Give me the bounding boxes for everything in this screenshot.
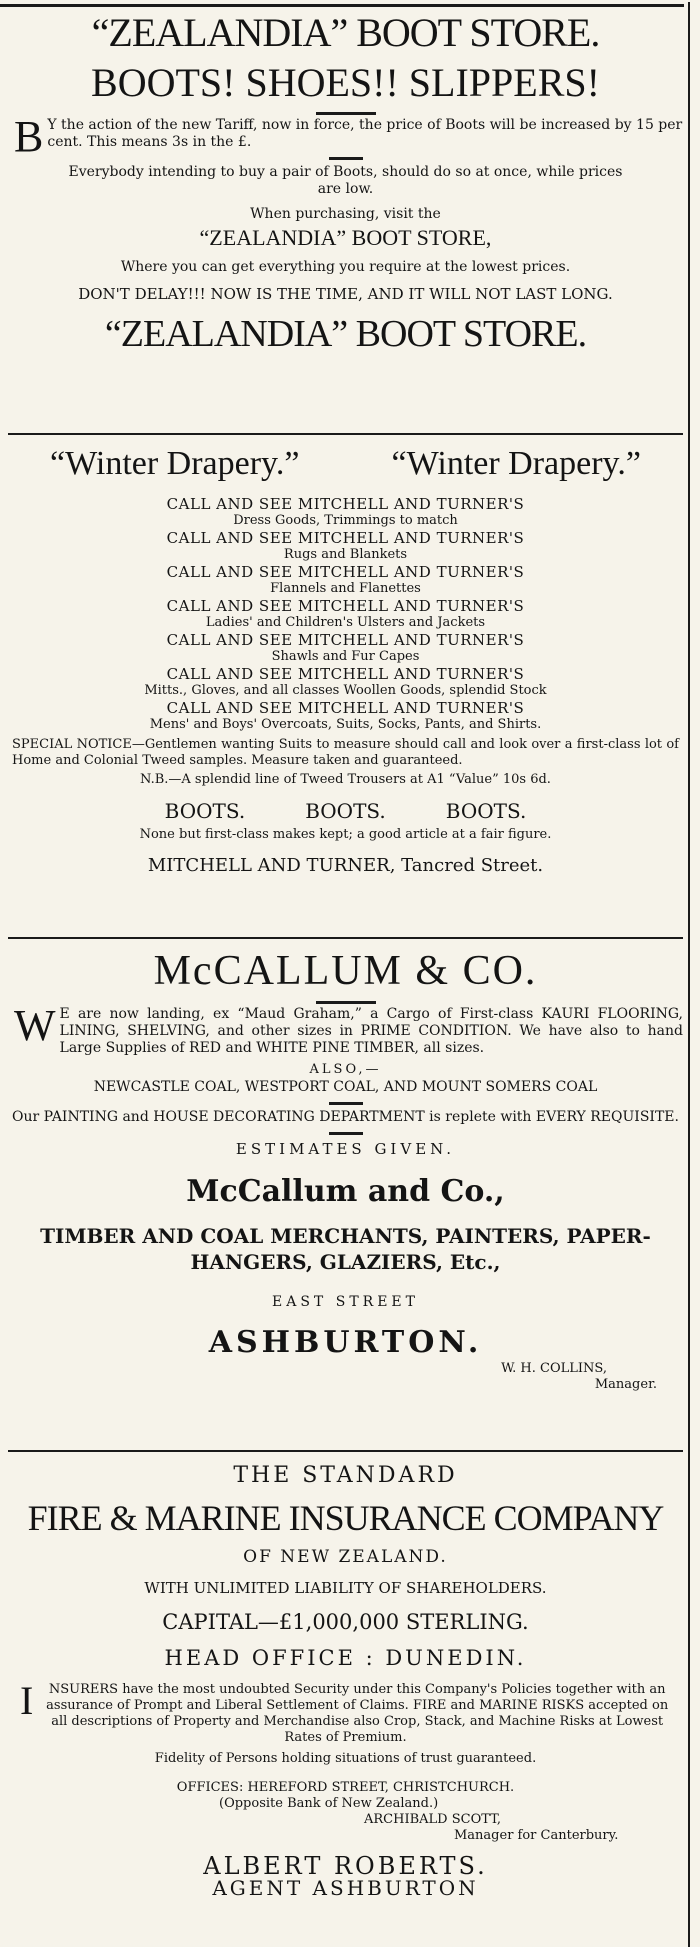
zealandia-advert [4,10,687,356]
drop-cap: B [14,112,44,161]
mccallum-name: McCallum and Co., [186,1174,505,1209]
boots-1: BOOTS. [164,799,246,823]
none-but-text: None but first-class makes kept; a good article at a fair figure. [139,827,552,842]
call-item: Dress Goods, Trimmings to match [233,513,458,528]
tariff-text: Y the action of the new Tariff, now in force, the price of Boots will be increased by 15 per cent. This means 3s in the £. [47,117,683,150]
section-rule [8,1450,683,1452]
call-line: CALL AND SEE MITCHELL AND TURNER'S [166,597,525,615]
call-item: Ladies' and Children's Ulsters and Jackets [205,615,486,630]
winter-drapery-right: “Winter Drapery.” [391,445,641,482]
boots-3: BOOTS. [445,799,527,823]
boots-2: BOOTS. [305,799,386,823]
call-item: Mitts., Gloves, and all classes Woollen Goods, splendid Stock [144,683,547,698]
standard-insurance-advert [4,1462,687,1898]
everybody-text: Everybody intending to buy a pair of Boots, should do so at once, while prices are low. [68,164,623,197]
divider [329,1132,363,1135]
coal-text: NEWCASTLE COAL, WESTPORT COAL, AND MOUNT SOMERS COAL [93,1079,598,1095]
call-line: CALL AND SEE MITCHELL AND TURNER'S [166,563,525,581]
agent-name: ALBERT ROBERTS. [203,1852,488,1880]
call-line: CALL AND SEE MITCHELL AND TURNER'S [166,631,525,649]
divider [329,157,363,160]
drop-cap: W [14,1001,56,1050]
divider [329,1102,363,1105]
zealandia-subtitle: BOOTS! SHOES!! SLIPPERS! [91,60,600,105]
manager-for-text: Manager for Canterbury. [454,1828,619,1843]
manager-name: W. H. COLLINS, [501,1361,607,1376]
section-rule [8,433,683,435]
zealandia-footer-title: “ZEALANDIA” BOOT STORE. [104,313,587,355]
call-line: CALL AND SEE MITCHELL AND TURNER'S [166,529,525,547]
divider [316,112,376,115]
drop-cap: I [20,1678,34,1723]
mitchell-turner-advert [4,443,687,877]
estimates-text: ESTIMATES GIVEN. [235,1140,456,1158]
divider [316,1001,376,1004]
section-rule [8,937,683,939]
agent-line: AGENT ASHBURTON [212,1876,479,1900]
zealandia-title: “ZEALANDIA” BOOT STORE. [91,10,600,55]
call-line: CALL AND SEE MITCHELL AND TURNER'S [166,699,525,717]
street-text: EAST STREET [272,1294,419,1310]
landing-paragraph [4,1001,687,1057]
opposite-text: (Opposite Bank of New Zealand.) [219,1796,439,1811]
nb-text: N.B.—A splendid line of Tweed Trousers at A1 “Value” 10s 6d. [140,772,551,787]
call-line: CALL AND SEE MITCHELL AND TURNER'S [166,665,525,683]
insurers-text: NSURERS have the most undoubted Security under this Company's Policies together with an assurance of Prompt and Liberal Settlement of Claims. FIRE and MARINE RISKS accepted on all descriptions of Property and Merchandise also Crop, Stack, and Machine Risks at Lowest Rates of Premium. [46,1682,669,1745]
column-rule [688,2,690,1947]
offices-text: OFFICES: HEREFORD STREET, CHRISTCHURCH. [176,1780,515,1795]
where-text: Where you can get everything you require at the lowest prices. [120,259,571,275]
liability-text: WITH UNLIMITED LIABILITY OF SHAREHOLDERS. [144,1579,547,1597]
painting-text: Our PAINTING and HOUSE DECORATING DEPARTMENT is replete with EVERY REQUISITE. [12,1109,679,1125]
winter-drapery-left: “Winter Drapery.” [50,445,300,482]
when-purchasing-text: When purchasing, visit the [250,206,441,222]
insurance-title: FIRE & MARINE INSURANCE COMPANY [27,1498,664,1538]
mccallum-advert [4,947,687,1393]
trades-text: TIMBER AND COAL MERCHANTS, PAINTERS, PAPER-HANGERS, GLAZIERS, Etc., [40,1224,651,1274]
call-item: Mens' and Boys' Overcoats, Suits, Socks, Pants, and Shirts. [149,717,542,732]
special-notice: SPECIAL NOTICE—Gentlemen wanting Suits to measure should call and look over a first-class lot of Home and Colonial Tweed samples. Measure taken and guaranteed. [12,737,679,768]
dont-delay-text: DON'T DELAY!!! NOW IS THE TIME, AND IT WILL NOT LAST LONG. [78,285,613,303]
advertisement-column [4,0,687,1947]
the-standard-text: THE STANDARD [233,1463,458,1488]
insurers-paragraph [4,1678,687,1746]
town-text: ASHBURTON. [208,1325,483,1360]
mccallum-title: McCALLUM & CO. [153,948,538,994]
capital-text: CAPITAL—£1,000,000 STERLING. [162,1610,529,1634]
call-list [4,495,687,733]
boots-line [4,798,687,824]
head-office-text: HEAD OFFICE : DUNEDIN. [164,1646,527,1670]
call-item: Shawls and Fur Capes [271,649,420,664]
winter-drapery-heading [4,443,687,485]
store-name: “ZEALANDIA” BOOT STORE, [199,225,492,250]
fidelity-text: Fidelity of Persons holding situations of trust guaranteed. [154,1751,537,1766]
also-text: ALSO,— [309,1062,382,1077]
call-line: CALL AND SEE MITCHELL AND TURNER'S [166,495,525,513]
mitchell-address: MITCHELL AND TURNER, Tancred Street. [147,855,544,876]
landing-text: E are now landing, ex “Maud Graham,” a Cargo of First-class KAURI FLOORING, LINING, SHELVING, and other sizes in PRIME CONDITION. We have also to hand Large Supplies of RED and WHITE PINE TIMBER, all sizes. [59,1006,683,1056]
of-nz-text: OF NEW ZEALAND. [243,1547,448,1567]
archibald-text: ARCHIBALD SCOTT, [364,1812,502,1827]
tariff-paragraph [4,112,687,161]
call-item: Flannels and Flanettes [270,581,421,596]
manager-title: Manager. [594,1377,657,1392]
call-item: Rugs and Blankets [283,547,408,562]
